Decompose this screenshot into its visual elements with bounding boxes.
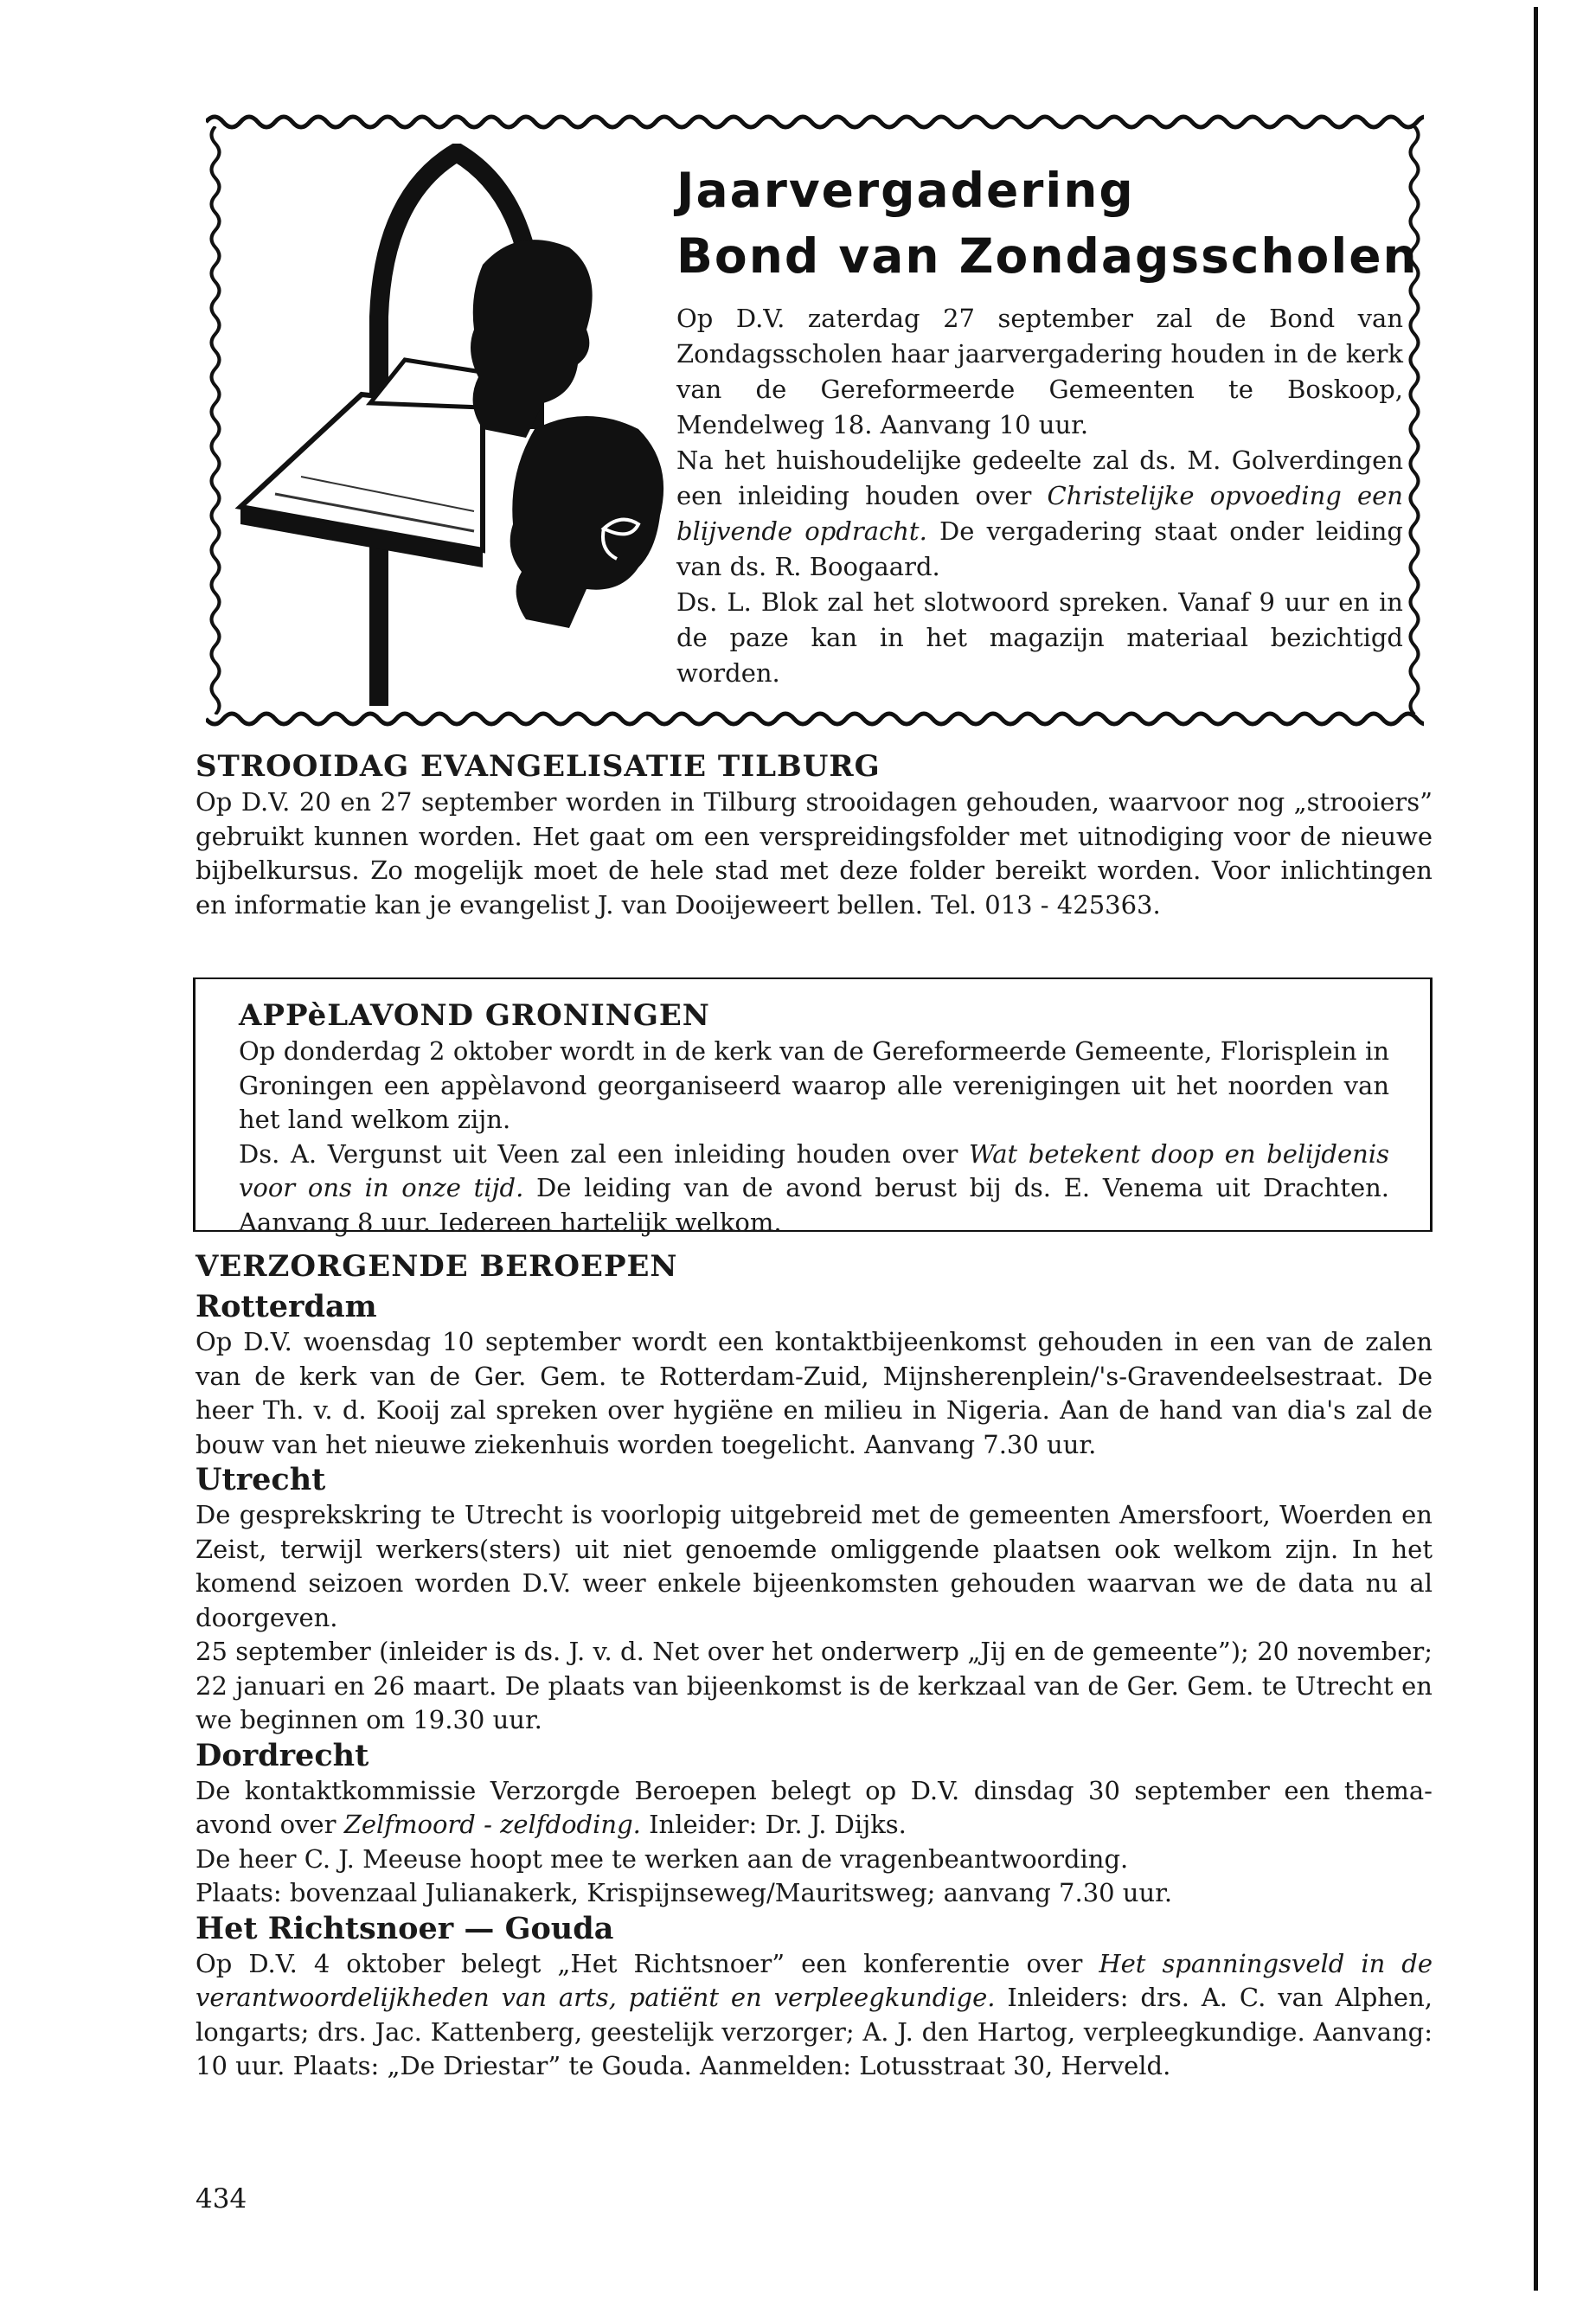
announcement-paragraph: Ds. L. Blok zal het slotwoord spreken. Vanaf 9 uur en in de paze kan in het magazijn materiaal bezichtigd worden. [676,587,1403,688]
announcement-paragraph: Op D.V. zaterdag 27 september zal de Bond van Zondagsscholen haar jaarvergadering houden in de kerk van de Gereformeerde Gemeenten te Boskoop, Mendelweg 18. Aanvang 10 uur. [676,304,1403,439]
utrecht-body [195,1498,1433,1738]
gouda-body: Op D.V. 4 oktober belegt „Het Richtsnoer” een konferentie over Het spanningsveld in de verantwoordelijkheden van arts, patiënt en verpleegkundige. Inleiders: drs. A. C. van Alphen, longarts; drs. Jac. Kattenberg, geestelijk verzorger; A. J. den Hartog, verpleegkundige. Aanvang: 10 uur. Plaats: „De Driestar” te Gouda. Aanmelden: Lotusstraat 30, Herveld. [195,1948,1433,2080]
section-heading: VERZORGENDE BEROEPEN [195,1249,678,1284]
section-body [239,1035,1389,1240]
boy-silhouette [471,240,593,438]
section-heading: STROOIDAG EVANGELISATIE TILBURG [195,749,881,784]
rotterdam-body: Op D.V. woensdag 10 september wordt een kontaktbijeenkomst gehouden in een van de zalen van de kerk van de Ger. Gem. te Rotterdam-Zuid, Mijnsherenplein/'s-Gravendeelsestraat. De heer Th. v. d. Kooij zal spreken over hygiëne en milieu in Nigeria. Aan de hand van dia's zal de bouw van het nieuwe ziekenhuis worden toegelicht. Aanvang 7.30 uur. [195,1327,1433,1459]
section-verzorgende-beroepen [195,1247,1433,2084]
paragraph: De gesprekskring te Utrecht is voorlopig uitgebreid met de gemeenten Amersfoort, Woerden en Zeist, terwijl werkers(sters) uit niet genoemde omliggende plaatsen ook welkom zijn. In het komend seizoen worden D.V. weer enkele bijeenkomsten gehouden waarvan we de data nu al doorgeven. [195,1500,1433,1632]
announcement-paragraph: Na het huishoudelijke gedeelte zal ds. M. Golverdingen een inleiding houden over Christelijke opvoeding een blijvende opdracht. De vergadering staat onder leiding van ds. R. Boogaard. [676,445,1403,581]
decorative-border-left [206,126,225,715]
girl-silhouette [510,416,663,628]
announcement-title: Jaarvergadering [676,163,1135,218]
dordrecht-body [195,1774,1433,1911]
subheading-gouda: Het Richtsnoer — Gouda [195,1910,614,1946]
section-heading: APPèLAVOND GRONINGEN [239,998,710,1033]
paragraph: Plaats: bovenzaal Julianakerk, Krispijnseweg/Mauritsweg; aanvang 7.30 uur. [195,1878,1173,1907]
children-book-illustration [223,144,690,706]
decorative-border-top [206,109,1424,135]
subheading-utrecht: Utrecht [195,1462,326,1497]
section-strooidag [195,747,1433,922]
section-appelavond-box [193,977,1433,1237]
paragraph: Op donderdag 2 oktober wordt in de kerk van de Gereformeerde Gemeente, Florisplein in Groningen een appèlavond georganiseerd waarop alle verenigingen uit het noorden van het land welkom zijn. [239,1036,1389,1134]
paragraph: De heer C. J. Meeuse hoopt mee te werken aan de vragenbeantwoording. [195,1843,1129,1874]
page-edge-rule [1534,7,1538,2291]
paragraph: De kontaktkommissie Verzorgde Beroepen belegt op D.V. dinsdag 30 september een thema-avond over Zelfmoord - zelfdoding. Inleider: Dr. J. Dijks. [195,1775,1433,1839]
decorative-border-bottom [206,706,1424,732]
page-number: 434 [195,2183,247,2214]
open-book-icon [240,360,487,567]
paragraph: Ds. A. Vergunst uit Veen zal een inleiding houden over Wat betekent doop en belijdenis voor ons in onze tijd. De leiding van de avond berust bij ds. E. Venema uit Drachten. Aanvang 8 uur. Iedereen hartelijk welkom. [239,1138,1390,1237]
section-body: Op D.V. 20 en 27 september worden in Tilburg strooidagen gehouden, waarvoor nog „strooiers” gebruikt kunnen worden. Het gaat om een verspreidingsfolder met uitnodiging voor de nieuwe bijbelkursus. Zo mogelijk moet de hele stad met deze folder bereikt worden. Voor inlichtingen en informatie kan je evangelist J. van Dooijeweert bellen. Tel. 013 - 425363. [195,787,1433,920]
announcement-body [676,301,1403,691]
subheading-dordrecht: Dordrecht [195,1737,369,1773]
paragraph: 25 september (inleider is ds. J. v. d. Net over het onderwerp „Jij en de gemeente”); 20 november; 22 januari en 26 maart. De plaats van bijeenkomst is de kerkzaal van de Ger. Gem. te Utrecht en we beginnen om 19.30 uur. [195,1637,1433,1734]
announcement-box-zondagsscholen [206,109,1424,720]
subheading-rotterdam: Rotterdam [195,1289,377,1324]
announcement-subtitle: Bond van Zondagsscholen [676,228,1419,284]
